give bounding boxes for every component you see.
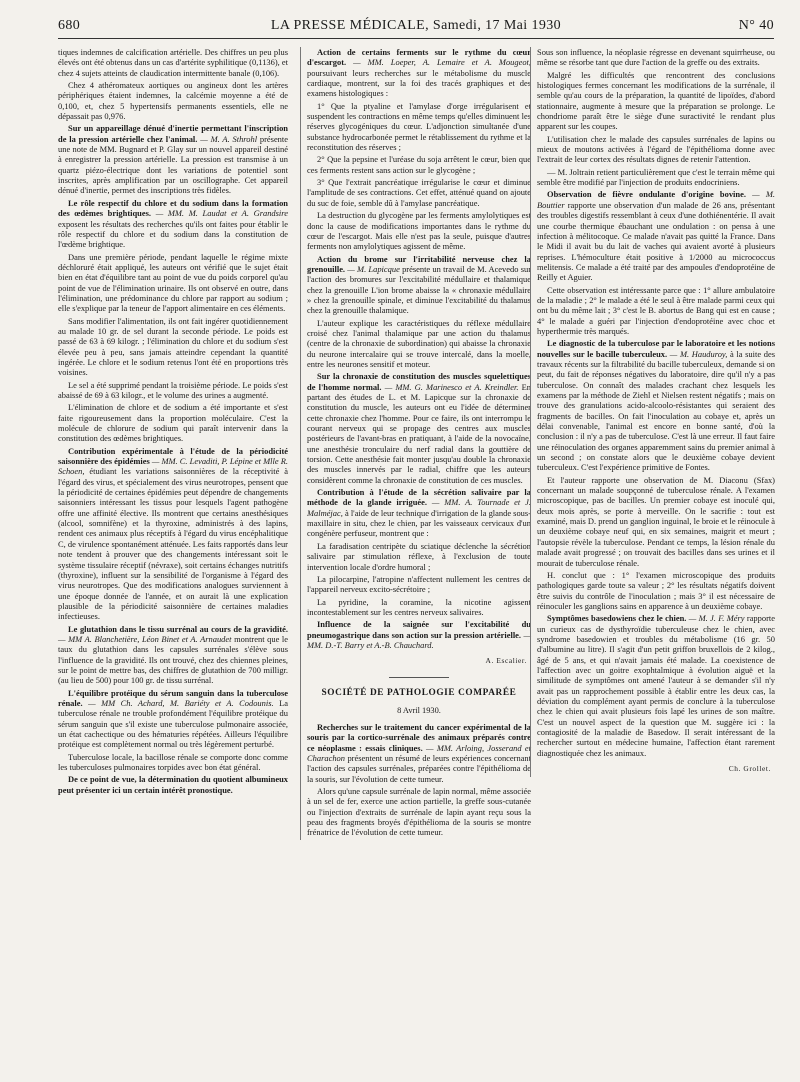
column-left — [58, 47, 288, 797]
article-heading: Contribution expérimentale à l'étude de la périodicité saisonnière des épidémies — [58, 445, 288, 467]
page-header — [58, 18, 774, 39]
article-paragraph: H. conclut que : 1° l'examen microscopique des produits pathologiques garde toute sa valeur ; 2° les résultats négatifs doivent être suivis du contrôle de l'inoculation ; mais 3° il est nécessaire de réinoculer les ganglions sains en apparence à un deuxième cobaye. — [537, 569, 775, 611]
section-title: SOCIÉTÉ DE PATHOLOGIE COMPARÉE — [321, 688, 517, 699]
article-paragraph: Dans une première période, pendant laquelle le régime mixte déchloruré était appliqué, les auteurs ont vérifié que le sujet était bien en état d'équilibre tant au point de vue du poids corporel qu'au point de vue de l'élimination urinaire. Ils ont observé en outre, dans l'élimination, une prédominance du chlore par rapport au sodium ; elle s'explique par la teneur de l'apport alimentaire en ces éléments. — [58, 251, 288, 314]
article-paragraph-heading — [537, 189, 775, 282]
article-authors: — MM Ch. Achard, M. Bariéty et A. Codounis. — [88, 697, 274, 708]
article-text: étudiant les variations saisonnières de la réceptivité à l'égard des virus, et spécialement des virus neurotropes, pensent que la périodicité de certaines épidémies peut dépendre de changements saisonniers intéressant les tissus pour lesquels l'agent pathogène offre une affinité élective. Ils montrent que certains anesthésiques (alcool, somnifène) et la thyroxine, administrés à des lapins, rendent ces animaux plus réceptifs à l'égard du virus encéphalitique C, de virulence spontanément atténuée. Les faits rapportés dans leur note tendent à prouver que des changements intéressant soit le système tissulaire réceptif (névraxe), soit certains échanges nutritifs (thyroxine), influent sur la sensibilité de l'organisme à l'égard des virus neurotropes. Que des modifications analogues surviennent à une époque donnée de l'année, et on aurait là une explication plausible de la périodicité saisonnière de certaines maladies infectieuses. — [58, 466, 288, 622]
article-heading: Contribution à l'étude de la sécrétion salivaire par la méthode de la glande irriguée. — [307, 487, 531, 508]
article-heading: L'équilibre protéique du sérum sanguin dans la tuberculose rénale. — [58, 687, 288, 708]
article-paragraph-heading — [58, 688, 288, 750]
article-paragraph-heading — [307, 722, 531, 784]
article-paragraph: La destruction du glycogène par les ferments amylolytiques est donc la cause de modifications importantes dans le rythme du cœur de l'escargot. Mais elle n'est pas la seule, puisque d'autres ferments non amylolytiques agissent de même. — [307, 210, 531, 252]
article-paragraph: Cette observation est intéressante parce que : 1° allure ambulatoire de la maladie ; 2° le malade a été le seul à être malade parmi ceux qui ont bu du même lait ; 3° c'est le B. abortus de Bang qui est en cause ; 4° le malade a guéri par l'injection d'endoprotéine avec choc et hyperthermie très marqués. — [537, 284, 775, 336]
article-paragraph-heading — [307, 371, 531, 485]
article-heading: Le glutathion dans le tissu surrénal au cours de la gravidité. — [68, 623, 288, 634]
column-right — [530, 47, 775, 777]
article-paragraph: L'auteur explique les caractéristiques du réflexe médullaire croisé chez l'animal thalamique par une action du thalamus (centre de la chronaxie de subordination) qui abaisse la chronaxie du neurone intercalaire qui se trouve intercalé, dans la moelle, entre les neurones sensitif et moteur. — [307, 317, 531, 369]
column-middle — [300, 47, 531, 840]
issue-number: N° 40 — [738, 18, 774, 33]
article-text: présente un travail de M. Acevedo sur l'action des bromures sur l'excitabilité médullaire et thalamique chez la grenouille L'ion brome abaisse la « chronaxie médullaire » chez la grenouille spinale, et diminue l'excitabilité du thalamus chez la grenouille thalamique. — [307, 263, 532, 316]
article-text: montrent que le taux du glutathion dans les capsules surrénales s'élève sous l'influence de la gravidité. Ils ont trouvé, chez des chiennes pleines, sur le point de mettre bas, des chiffres de glutathion de 700 milligr. (au lieu de 500) pour 100 gr. de tissu surrénal. — [58, 633, 289, 686]
article-paragraph: De ce point de vue, la détermination du quotient albumineux peut présenter ici un certain intérêt pronostique. — [58, 774, 288, 795]
author-signature: Ch. Grollet. — [728, 764, 771, 774]
article-paragraph: Tuberculose locale, la bacillose rénale se comporte donc comme les tuberculoses pulmonaires torpides avec bon état général. — [58, 751, 288, 773]
article-paragraph: 2° Que la pepsine et l'uréase du soja arrêtent le cœur, bien que ces ferments restent sans action sur le glycogène ; — [307, 154, 531, 175]
article-paragraph-heading — [307, 487, 531, 539]
article-authors: — MM. Arloing, Josserand et Charachon — [307, 742, 532, 763]
article-paragraph: Le sel a été supprimé pendant la troisième période. Le poids s'est abaissé de 69 à 63 kilogr., et le volume des urines a augmenté. — [58, 379, 288, 400]
article-authors: — MM. M. Laudat et A. Grandsire — [155, 208, 288, 219]
article-text: La tuberculose rénale ne trouble profondément l'équilibre protéique du sérum sanguin que s'il existe une tuberculose pulmonaire associée, un état cachectique ou des hématuries répétées. Ailleurs l'équilibre protéique est complètement normal ou très légèrement perturbé. — [58, 697, 288, 750]
article-text: à la suite des travaux récents sur la filtrabilité du bacille tuberculeux, demande si on peut, du fait de réponses négatives du laboratoire, dire qu'il n'y a pas tuberculose. On connaît des malades crachant chez lesquels les examens par la méthode de Ziehl et Nielsen restent négatifs ; mais on trouve des granulations acido-alcoolo-résistantes qui seraient des fragments de bacilles. On fait l'inoculation au cobaye et, après un délai convenable, l'animal est encore en bonne santé, d'où la conclusion : il n'y a pas de tuberculose. C'est là une erreur. Il faut faire une réinoculation des organes apparemment sains du premier animal à un second ; on constate alors que le deuxième cobaye devient tuberculeux. C'est l'expérience primitive de Fontes. — [537, 348, 775, 473]
article-authors: — M. Lapicque — [347, 263, 400, 274]
column-middle-upper — [307, 47, 531, 650]
article-paragraph: La faradisation centripète du sciatique déclenche la sécrétion salivaire par stimulation réflexe, à l'exclusion de toute intervention locale d'ordre humoral ; — [307, 540, 531, 572]
article-text: En partant des études de L. et M. Lapicque sur la chronaxie de constitution du muscle, les auteurs ont eu l'idée de déterminer cette chronaxie chez l'homme. Pour ce faire, ils ont interrompu le courant nerveux qui se propage des centres aux muscles postérieurs de l'avant-bras en pratiquant, à l'aide de la novocaïne, une anesthésie tronculaire du nerf radial dans la gouttière de torsion. Cette anesthésie fait monter jusqu'au double la chronaxie des muscles innervés par le radial, chiffre que les auteurs considèrent comme la chronaxie de constitution de ces muscles. — [307, 381, 532, 485]
column-middle-lower — [307, 722, 531, 838]
article-authors: — MM A. Blanchetière, Léon Binet et A. Arnaudet — [58, 633, 232, 644]
article-paragraph: Alors qu'une capsule surrénale de lapin normal, même associée à un sel de fer, exerce une action partielle, la greffe sous-cutanée ou l'injection d'extraits de surrénale de lapin ayant reçu sous la peau des fragments broyés d'épithélioma de la souris se montre frénatrice de l'évolution de cette tumeur. — [307, 786, 531, 838]
article-paragraph: 3° Que l'extrait pancréatique irrégularise le cœur et diminue l'amplitude de ses contractions. Cet effet, atténué quand on ajoute du suc de foie, semble dû à l'amylase pancréatique. — [307, 177, 531, 208]
article-paragraph: tiques indemnes de calcification artérielle. Des chiffres un peu plus élevés ont été obtenus dans un cas d'artérite syphilitique (0,1136), et chez 4 sujets atteints de claudication intermittente banale (0,106). — [58, 47, 288, 78]
article-authors: — MM. G. Marinesco et A. Kreindler. — [384, 381, 519, 392]
article-paragraph: Et l'auteur rapporte une observation de M. Diaconu (Sfax) concernant un malade soupçonné de tuberculose rénale. A l'examen microscopique, pas de bacilles. Un premier cobaye est inoculé qui, deux mois après, se porte à merveille. On le sacrifie : tout est examiné, mais D. prend un ganglion inguinal, le broie et le réinocule à un deuxième cobaye neuf qui, en six semaines, maigrit et meurt ; l'autopsie révèle la tuberculose. Pendant ce temps, la lésion rénale du malade avait progressé ; on trouvait des bacilles dans ses urines et il mourait de tuberculose rénale. — [537, 474, 775, 568]
article-heading: Action de certains ferments sur le rythme du cœur d'escargot. — [307, 47, 531, 68]
article-heading: Le diagnostic de la tuberculose par le laboratoire et les notions nouvelles sur le bacille tuberculeux. — [537, 338, 775, 359]
article-paragraph: Sans modifier l'alimentation, ils ont fait ingérer quotidiennement au malade 10 gr. de sel durant la seconde période. Le poids est passé de 63 à 69 kilogr. ; l'élimination du chlore et du sodium s'est élevée peu à peu, sans jamais atteindre cependant la quantité ingérée. Le chlore et le sodium retenus l'ont été en proportions très voisines. — [58, 315, 288, 378]
article-authors: — MM. C. Levaditi, P. Lépine et Mlle R. Schoen, — [58, 456, 288, 477]
article-authors: — M. A. Sthrohl — [200, 133, 258, 144]
article-paragraph-heading — [307, 47, 531, 99]
author-signature: A. Escalier. — [485, 656, 527, 666]
article-authors: — MM. Loeper, A. Lemaire et A. Mougeot, — [353, 57, 532, 68]
article-text: présente une note de MM. Bugnard et P. Glay sur un nouvel appareil destiné à enregistrer la pression artérielle. La pression est transmise à un quartz piézo-électrique dont les variations de potentiel sont inscrites, après amplification par un oscillographe. Cet appareil dénué d'inertie, permet des inscriptions très fidèles. — [58, 133, 288, 196]
article-authors: — MM. D.-T. Barry et A.-B. Chauchard. — [307, 629, 532, 650]
divider — [389, 677, 449, 678]
article-paragraph: La pyridine, la coramine, la nicotine agissent incontestablement sur les centres nerveux salivaires. — [307, 596, 531, 617]
article-paragraph: Malgré les difficultés que rencontrent des conclusions histologiques fermes concernant les modifications de la surrénale, il semble qu'au cours de la préparation, la quantité de lipoïdes, d'abord stationnaire, augmente à mesure que la préparation se prolonge. Le chondriome paraît être le siège d'une suractivité le rendant plus apparent sur les coupes. — [537, 69, 775, 132]
article-paragraph: 1° Que la ptyaline et l'amylase d'orge irrégularisent et suspendent les contractions en même temps qu'elles diminuent les réserves glycogéniques du cœur. L'adjonction simultanée d'une substance hydrocarbonée permet le rétablissement du rythme et la reconstitution des réserves ; — [307, 100, 531, 153]
article-text: à l'aide de leur technique d'irrigation de la glande sous-maxillaire in situ, chez le chien, par les vaisseaux cervicaux d'un congénère perfuseur, montrent que : — [307, 507, 531, 539]
journal-title: LA PRESSE MÉDICALE, Samedi, 17 Mai 1930 — [270, 18, 562, 33]
article-paragraph-heading — [58, 123, 288, 195]
page-number: 680 — [58, 18, 81, 33]
article-paragraph-heading — [537, 613, 775, 758]
article-heading: Action du brome sur l'irritabilité nerveuse chez la grenouille. — [307, 253, 531, 274]
article-paragraph: L'élimination de chlore et de sodium a été importante et s'est faite rigoureusement dans la proportion moléculaire. C'est la molécule de chlorure de sodium qui paraît intervenir dans la constitution des œdèmes brightiques. — [58, 402, 288, 444]
article-text: rapporte une observation d'un malade de 26 ans, présentant des troubles digestifs ressemblant à ceux d'une dothiénentérie. Il avait une courbe thermique ébauchant une ondulation : on pensa à une infection à mélitocoque. Ce malade n'avait pas quitté la France. Dans le Midi il avait bu du lait de vaches qui avaient avorté à plusieurs reprises. L'hémoculture était positive à 1/2000 au micrococcus melitensis. Ce malade a été traité par des ampoules d'endoprotéine de Reilly et Aguier. — [537, 199, 775, 283]
section-date: 8 Avril 1930. — [397, 705, 441, 715]
article-paragraph: Sous son influence, la néoplasie régresse en devenant squirrheuse, ou même se résorbe tant que dure l'action de la greffe ou des extraits. — [537, 47, 775, 68]
article-text: poursuivant leurs recherches sur le métabolisme du muscle cardiaque, montrent, sur la foi des tracés graphiques et des examens histologiques : — [307, 67, 531, 99]
article-paragraph-heading — [537, 338, 775, 472]
article-paragraph: Chez 4 athéromateux aortiques ou angineux dont les artères périphériques étaient indemnes, la calcémie moyenne a été de 0,100, et, chez 5 hypertensifs permanents essentiels, elle ne dépassait pas 0,976. — [58, 80, 288, 122]
article-heading: Sur un appareillage dénué d'inertie permettant l'inscription de la pression artérielle chez l'animal. — [58, 123, 288, 144]
article-paragraph: — M. Joltrain retient particulièrement que c'est le terrain même qui semble être modifié par l'injection de produits endocriniens. — [537, 166, 775, 188]
article-heading: Symptômes basedowiens chez le chien. — [547, 613, 687, 624]
column-right-body — [537, 47, 775, 758]
article-authors: — MM. A. Tournade et J. Malméjac, — [307, 497, 531, 518]
article-heading: Le rôle respectif du chlore et du sodium dans la formation des œdèmes brightiques. — [58, 197, 288, 219]
article-heading: Recherches sur le traitement du cancer expérimental de la souris par la cortico-surrénale des animaux préparés contre ce néoplasme : essais cliniques. — [307, 721, 531, 753]
article-paragraph: L'utilisation chez le malade des capsules surrénales de lapins ou mieux de moutons activées à l'égard de l'épithélioma donne avec l'extrait de leur cortex des résultats dignes de retenir l'attention. — [537, 133, 775, 165]
article-text: rapporte un curieux cas de dysthyroïdie tuberculeuse chez le chien, avec syndrome basedowien et troubles du métabolisme (16 gr. 50 d'albumine au litre). Il s'agit d'un petit griffon bruxellois de 2 kilog., âgé de 5 ans, et qui n'avait jamais été malade. La coexistence de l'affection avec un goitre exophtalmique à évolution aiguë et la similitude de symptômes ont amené l'auteur à se demander s'il n'y avait pas un rapprochement possible à établir entre les deux cas, la déviation du complément ayant permis de conclure à la tuberculose chez le chien qui avait plusieurs fois lapé les urines de son maître. C'est un nouvel aspect de la question que M. suggère ici : la contagiosité de la maladie de Basedow. Il serait intéressant de la rechercher surtout en médecine humaine, l'affection étant rarement diagnostiquée chez les animaux. — [537, 613, 775, 758]
article-paragraph-heading — [58, 624, 288, 686]
article-paragraph-heading — [58, 198, 288, 250]
article-heading: Sur la chronaxie de constitution des muscles squelettiques de l'homme normal. — [307, 371, 531, 392]
article-text: exposent les résultats des recherches qu'ils ont faites pour établir le rôle respectif du chlore et du sodium dans la constitution de l'œdème brightique. — [58, 218, 288, 250]
article-paragraph-heading — [307, 254, 531, 316]
article-text: présentent un résumé de leurs expériences concernant l'action des capsules surrénales, préparées contre l'épithélioma de la souris, sur l'évolution de cette tumeur. — [307, 753, 531, 784]
article-heading: Influence de la saignée sur l'excitabilité du pneumogastrique dans son action sur la pression artérielle. — [307, 619, 531, 640]
article-authors: — M. Hauduroy, — [669, 348, 728, 359]
article-authors: — M. Bouttier — [537, 189, 776, 210]
article-paragraph: La pilocarpine, l'atropine n'affectent nullement les centres de l'appareil nerveux excito-sécrétoire ; — [307, 573, 531, 595]
article-paragraph-heading — [58, 446, 288, 622]
article-paragraph-heading — [307, 619, 531, 650]
article-heading: Observation de fièvre ondulante d'origine bovine. — [547, 189, 746, 200]
article-authors: — M. J. F. Méry — [688, 613, 745, 624]
